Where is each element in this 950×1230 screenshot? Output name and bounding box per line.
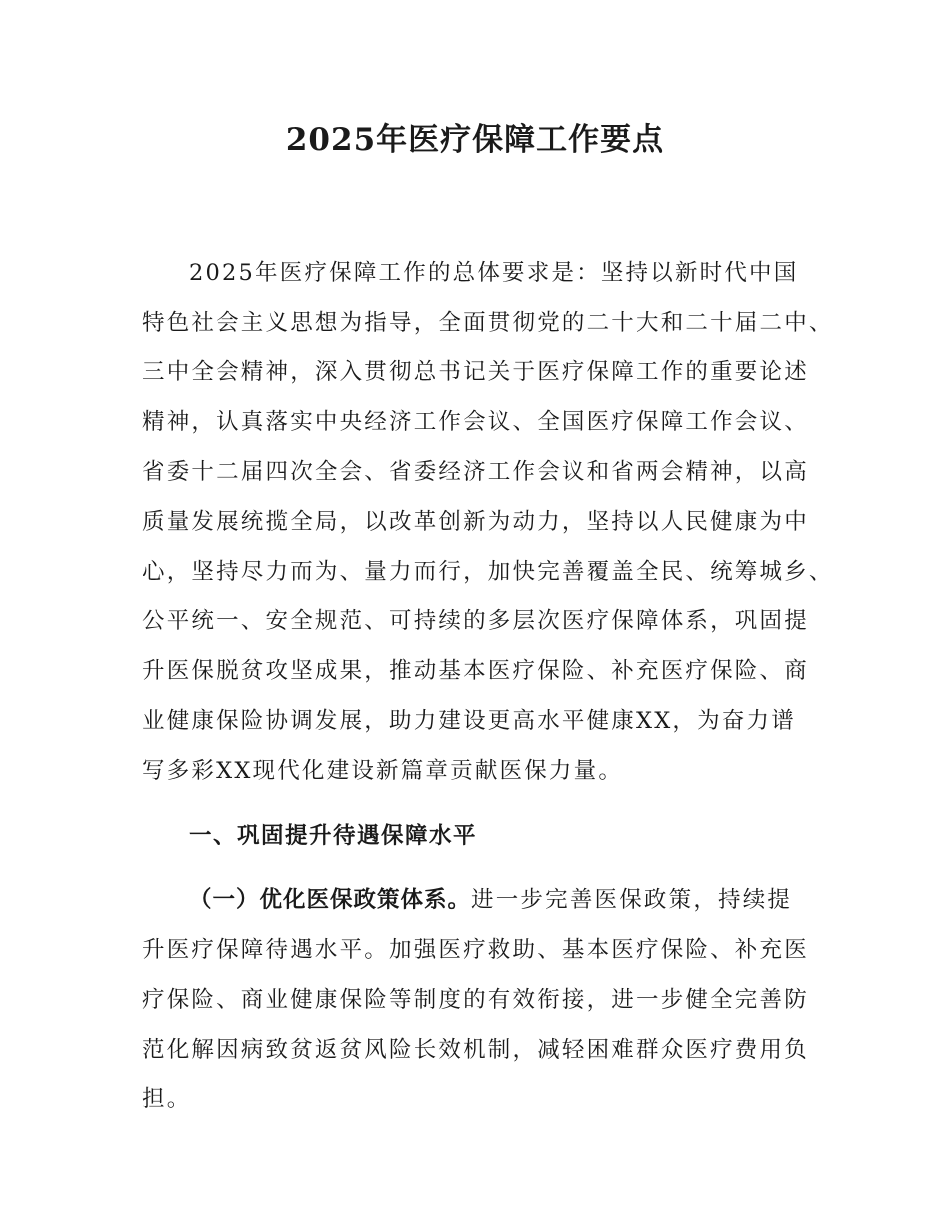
intro-line: 质量发展统揽全局，以改革创新为动力，坚持以人民健康为中: [142, 509, 809, 535]
intro-line: 2025年医疗保障工作的总体要求是：坚持以新时代中国: [189, 260, 799, 286]
subsection-line: 担。: [142, 1086, 192, 1112]
intro-line: 三中全会精神，深入贯彻总书记关于医疗保障工作的重要论述: [142, 359, 809, 385]
intro-line: 业健康保险协调发展，助力建设更高水平健康XX，为奋力谱: [142, 708, 796, 734]
intro-line: 特色社会主义思想为指导，全面贯彻党的二十大和二十届二中、: [142, 310, 834, 336]
subsection-line: 范化解因病致贫返贫风险长效机制，减轻困难群众医疗费用负: [142, 1037, 809, 1063]
subsection-lead: （一）优化医保政策体系。: [189, 887, 472, 913]
subsection-first-line-text: 进一步完善医保政策，持续提: [471, 887, 793, 913]
intro-line: 公平统一、安全规范、可持续的多层次医疗保障体系，巩固提: [142, 608, 809, 634]
intro-line: 省委十二届四次全会、省委经济工作会议和省两会精神，以高: [142, 459, 809, 485]
intro-line: 写多彩XX现代化建设新篇章贡献医保力量。: [142, 758, 624, 784]
intro-line: 心，坚持尽力而为、量力而行，加快完善覆盖全民、统筹城乡、: [142, 559, 834, 585]
document-title: 2025年医疗保障工作要点: [285, 122, 665, 158]
intro-line: 精神，认真落实中央经济工作会议、全国医疗保障工作会议、: [142, 409, 809, 435]
subsection-line: 升医疗保障待遇水平。加强医疗救助、基本医疗保险、补充医: [142, 937, 809, 963]
intro-line: 升医保脱贫攻坚成果，推动基本医疗保险、补充医疗保险、商: [142, 658, 809, 684]
subsection-line: 疗保险、商业健康保险等制度的有效衔接，进一步健全完善防: [142, 987, 809, 1013]
section-heading: 一、巩固提升待遇保障水平: [189, 823, 478, 849]
subsection-first-line: [189, 884, 792, 916]
